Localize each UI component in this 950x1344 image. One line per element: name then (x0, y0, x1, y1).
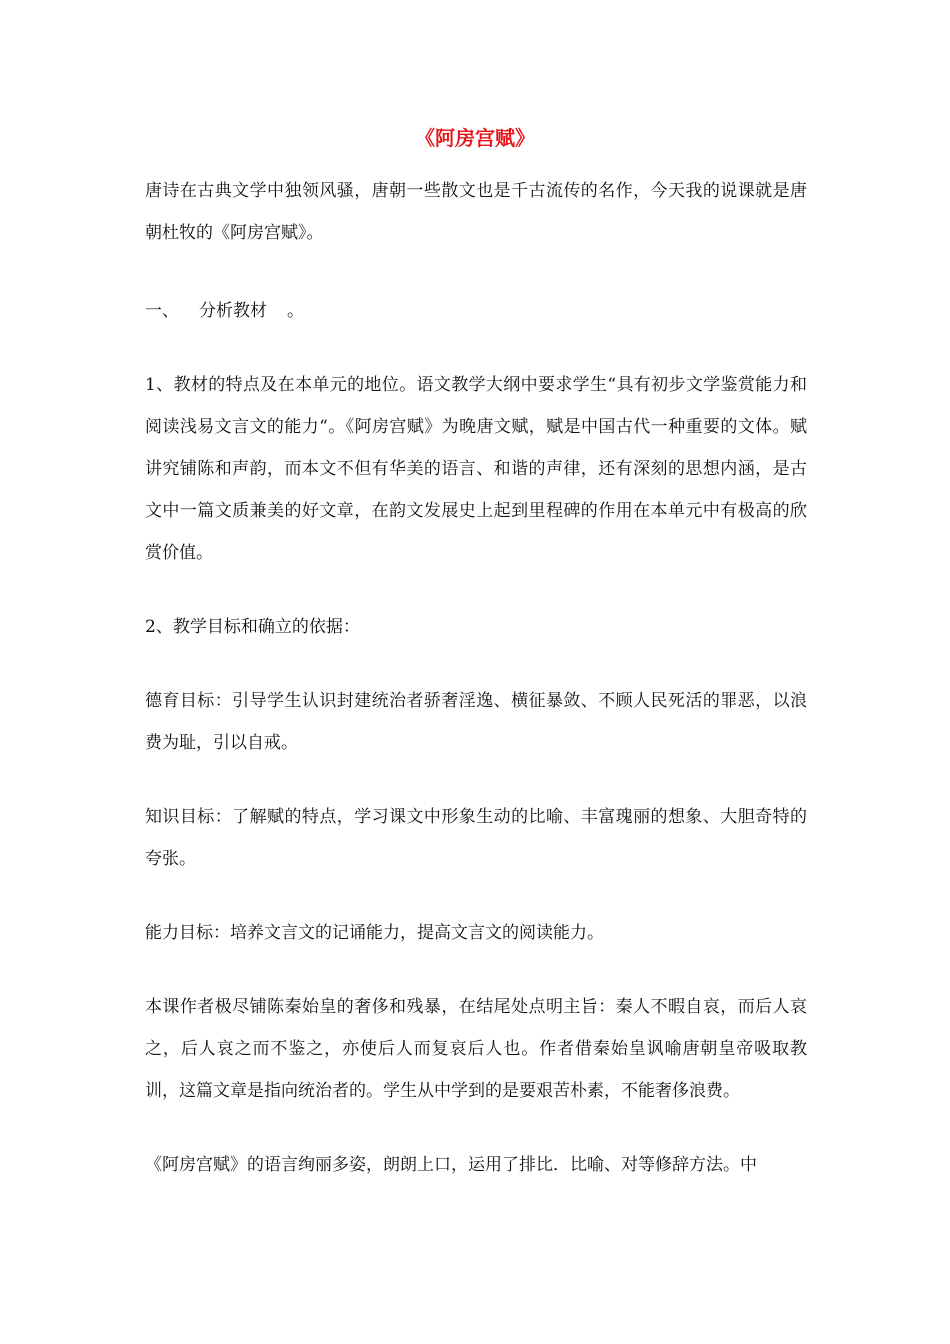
paragraph-theme: 本课作者极尽铺陈秦始皇的奢侈和残暴，在结尾处点明主旨：秦人不暇自哀，而后人哀之，后人哀之而不鉴之，亦使后人而复哀后人也。作者借秦始皇讽喻唐朝皇帝吸取教训，这篇文章是指向统治者的。学生从中学到的是要艰苦朴素，不能奢侈浪费。 (145, 997, 807, 1101)
paragraph-language: 《阿房宫赋》的语言绚丽多姿，朗朗上口，运用了排比．比喻、对等修辞方法。中 (145, 1155, 757, 1175)
section-trailing-mark: 。 (287, 301, 304, 321)
paragraph-knowledge-goal: 知识目标：了解赋的特点，学习课文中形象生动的比喻、丰富瑰丽的想象、大胆奇特的夸张。 (145, 807, 807, 869)
section-number: 一、 (145, 301, 179, 321)
section-label: 分析教材 (199, 301, 267, 321)
paragraph-textbook-features: 1、教材的特点及在本单元的地位。语文教学大纲中要求学生“具有初步文学鉴赏能力和阅读浅易文言文的能力“。《阿房宫赋》为晚唐文赋，赋是中国古代一种重要的文体。赋讲究铺陈和声韵，而本文不但有华美的语言、和谐的声律，还有深刻的思想内涵，是古文中一篇文质兼美的好文章，在韵文发展史上起到里程碑的作用在本单元中有极高的欣赏价值。 (145, 375, 807, 563)
section-heading (145, 290, 807, 332)
paragraph-moral-goal: 德育目标：引导学生认识封建统治者骄奢淫逸、横征暴敛、不顾人民死活的罪恶，以浪费为耻，引以自戒。 (145, 691, 807, 753)
document-body (145, 170, 807, 1186)
document-title: 《阿房宫赋》 (415, 126, 535, 150)
intro-paragraph: 唐诗在古典文学中独领风骚，唐朝一些散文也是千古流传的名作，今天我的说课就是唐朝杜牧的《阿房宫赋》。 (145, 181, 807, 243)
paragraph-ability-goal: 能力目标：培养文言文的记诵能力，提高文言文的阅读能力。 (145, 923, 604, 943)
paragraph-teaching-goals: 2、教学目标和确立的依据： (145, 617, 360, 637)
